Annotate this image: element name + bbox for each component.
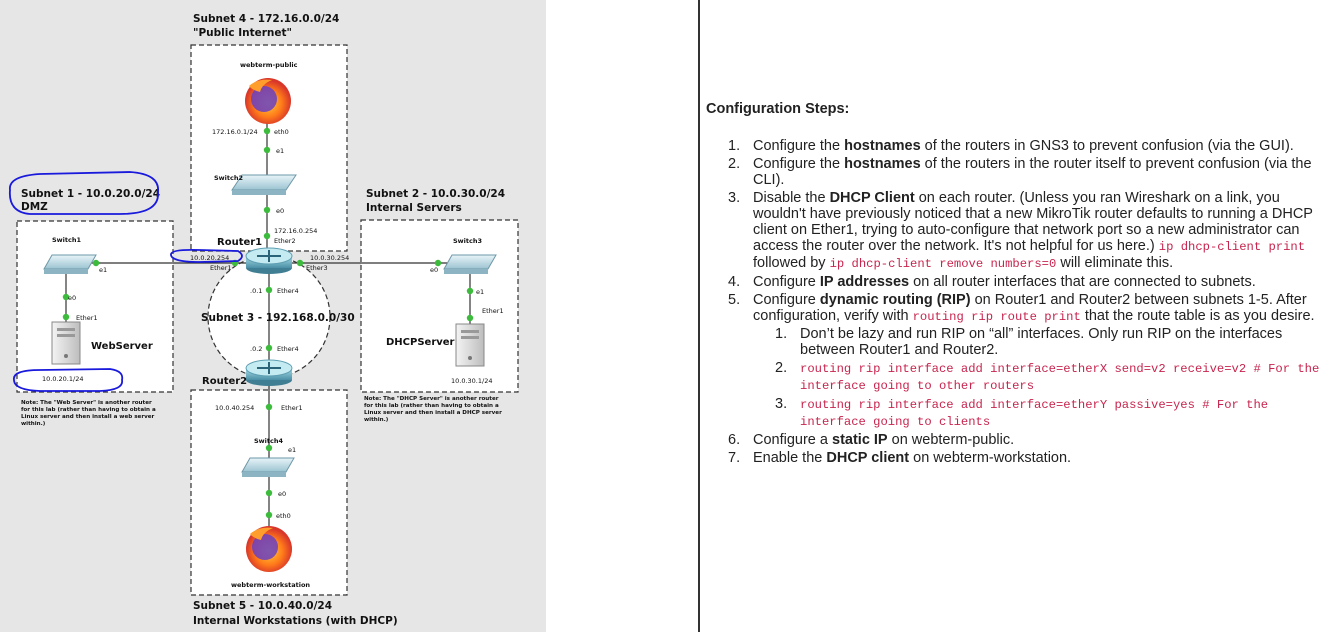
- step-5-text-d: that the route table is as you desire.: [1080, 308, 1315, 324]
- subnet1-box: [17, 221, 173, 392]
- router2-ip-e1: 10.0.40.254: [215, 404, 255, 412]
- step-3: [753, 190, 1333, 272]
- blank-gap: [546, 0, 698, 632]
- webterm-workstation-label: webterm-workstation: [231, 581, 311, 589]
- router1-ip-e4: .0.1: [250, 287, 263, 295]
- subnet2-subtitle: Internal Servers: [366, 202, 462, 214]
- webserver-ip: 10.0.20.1/24: [42, 375, 84, 383]
- webserver-note-2: for this lab (rather than having to obtain a: [21, 407, 156, 413]
- dhcpserver-port: Ether1: [482, 307, 504, 315]
- subnet1-title: Subnet 1 - 10.0.20.0/24: [21, 188, 161, 200]
- step-2-text-c: of the routers in the router itself to prevent confusion (via the CLI).: [753, 156, 1312, 188]
- switch2-label: Switch2: [214, 174, 244, 182]
- step-5-3-code: routing rip interface add interface=etherY passive=yes # For the interface going to clients: [800, 398, 1269, 429]
- webterm-public-port: eth0: [274, 128, 289, 136]
- step-7-text-c: on webterm-workstation.: [909, 450, 1072, 466]
- step-2-bold: hostnames: [844, 156, 921, 172]
- switch2-port-e1: e1: [276, 147, 285, 155]
- webserver-note-3: Linux server and then install a web server: [21, 414, 155, 420]
- step-1-text-c: of the routers in GNS3 to prevent confusion (via the GUI).: [920, 138, 1294, 154]
- step-3-text-a: Disable the: [753, 190, 830, 206]
- dhcpserver-ip: 10.0.30.1/24: [451, 377, 493, 385]
- router2-ether4-label: Ether4: [277, 345, 299, 353]
- step-4-text-c: on all router interfaces that are connected to subnets.: [909, 274, 1256, 290]
- config-document: [700, 0, 1340, 632]
- subnet5-title: Subnet 5 - 10.0.40.0/24: [193, 600, 333, 612]
- switch3-label: Switch3: [453, 237, 483, 245]
- subnet2-box: [361, 220, 518, 392]
- dhcpserver-icon: [456, 324, 484, 366]
- router1-label: Router1: [217, 237, 263, 248]
- switch4-port-e1: e1: [288, 446, 297, 454]
- subnet4-subtitle: "Public Internet": [193, 27, 293, 39]
- step-6-text-c: on webterm-public.: [887, 432, 1015, 448]
- step-3-text-c: on each router. (Unless you ran Wireshark on a link, you wouldn't have previously noticed that a new MikroTik router defaults to running a DHCP client on Ether1, trying to auto-configure that network port so a new administrator can access the router over the network. It's not helpful for us here.): [753, 190, 1313, 254]
- dhcpserver-note-4: within.): [364, 417, 389, 423]
- step-7: [753, 450, 1333, 466]
- switch1-port-e1: e1: [99, 266, 108, 274]
- dhcpserver-note-1: Note: The "DHCP Server" is another router: [364, 396, 499, 402]
- step-5-text-a: Configure: [753, 292, 820, 308]
- switch2-port-e0: e0: [276, 207, 285, 215]
- webserver-note-1: Note: The "Web Server" is another router: [21, 400, 152, 406]
- router1-ip-e3: 10.0.30.254: [310, 254, 350, 262]
- switch4-port-e0: e0: [278, 490, 287, 498]
- webserver-icon: [52, 322, 80, 364]
- firefox-icon-workstation: [246, 526, 292, 572]
- webterm-public-label: webterm-public: [240, 61, 298, 69]
- step-5-code: routing rip route print: [912, 310, 1081, 324]
- router1-icon: [246, 248, 292, 274]
- router2-ether1-label: Ether1: [281, 404, 303, 412]
- step-5: [753, 292, 1333, 430]
- step-3-text-e: will eliminate this.: [1056, 255, 1174, 271]
- webserver-port: Ether1: [76, 314, 98, 322]
- step-5-text-c: on Router1 and Router2 between subnets 1-5. After configuration, verify with: [753, 292, 1307, 324]
- step-4-bold: IP addresses: [819, 274, 910, 290]
- step-4: [753, 274, 1333, 290]
- step-6: [753, 432, 1333, 448]
- webterm-workstation-port: eth0: [276, 512, 291, 520]
- step-6-text-a: Configure a: [753, 432, 832, 448]
- router2-ip-e4: .0.2: [250, 345, 263, 353]
- subnet5-subtitle: Internal Workstations (with DHCP): [193, 615, 398, 627]
- subnet4-title: Subnet 4 - 172.16.0.0/24: [193, 13, 340, 25]
- step-5-2-code: routing rip interface add interface=etherX send=v2 receive=v2 # For the interface going to other routers: [800, 362, 1320, 393]
- webserver-label: WebServer: [91, 341, 153, 352]
- step-4-text-a: Configure: [753, 274, 820, 290]
- switch4-label: Switch4: [254, 437, 284, 445]
- step-7-text-a: Enable the: [753, 450, 827, 466]
- router1-ether1-label: Ether1: [210, 264, 232, 272]
- dhcpserver-note-2: for this lab (rather than having to obtain a: [364, 403, 499, 409]
- step-5-2: [800, 360, 1333, 394]
- network-diagram-panel: [0, 0, 546, 632]
- switch1-label: Switch1: [52, 236, 82, 244]
- step-5-1: Don’t be lazy and run RIP on “all” interfaces. Only run RIP on the interfaces between Router1 and Router2.: [800, 326, 1283, 358]
- webserver-note-4: within.): [21, 421, 46, 427]
- router1-ip-e2: 172.16.0.254: [274, 227, 318, 235]
- subnet1-subtitle: DMZ: [21, 201, 48, 213]
- switch3-port-e1: e1: [476, 288, 485, 296]
- step-5-bold: dynamic routing (RIP): [819, 292, 971, 308]
- step-2: [753, 156, 1333, 188]
- router1-ether4-label: Ether4: [277, 287, 299, 295]
- step-2-text-a: Configure the: [753, 156, 845, 172]
- router2-label: Router2: [202, 376, 248, 387]
- step-3-code-1: ip dhcp-client print: [1158, 240, 1306, 254]
- subnet2-title: Subnet 2 - 10.0.30.0/24: [366, 188, 506, 200]
- switch3-port-e0: e0: [430, 266, 439, 274]
- dhcpserver-note-3: Linux server and then install a DHCP server: [364, 410, 502, 416]
- step-5-3: [800, 396, 1333, 430]
- router1-ether3-label: Ether3: [306, 264, 328, 272]
- step-7-bold: DHCP client: [826, 450, 910, 466]
- subnet3-title: Subnet 3 - 192.168.0.0/30: [201, 312, 355, 324]
- router1-ether2-label: Ether2: [274, 237, 296, 245]
- dhcpserver-label: DHCPServer: [386, 337, 455, 348]
- firefox-icon-public: [245, 78, 291, 124]
- step-3-code-2: ip dhcp-client remove numbers=0: [829, 257, 1057, 271]
- step-6-bold: static IP: [832, 432, 888, 448]
- webterm-public-ip: 172.16.0.1/24: [212, 128, 258, 136]
- step-1-bold: hostnames: [844, 138, 921, 154]
- config-heading: Configuration Steps:: [706, 101, 850, 117]
- router1-ip-e1: 10.0.20.254: [190, 254, 230, 262]
- step-3-text-d: followed by: [753, 255, 830, 271]
- step-5-substeps: [753, 326, 1333, 430]
- config-steps-list: [700, 138, 1333, 468]
- switch1-port-e0: e0: [68, 294, 77, 302]
- router2-icon: [246, 360, 292, 386]
- step-1-text-a: Configure the: [753, 138, 845, 154]
- step-3-bold: DHCP Client: [829, 190, 915, 206]
- network-diagram: [0, 0, 546, 632]
- step-1: [753, 138, 1333, 154]
